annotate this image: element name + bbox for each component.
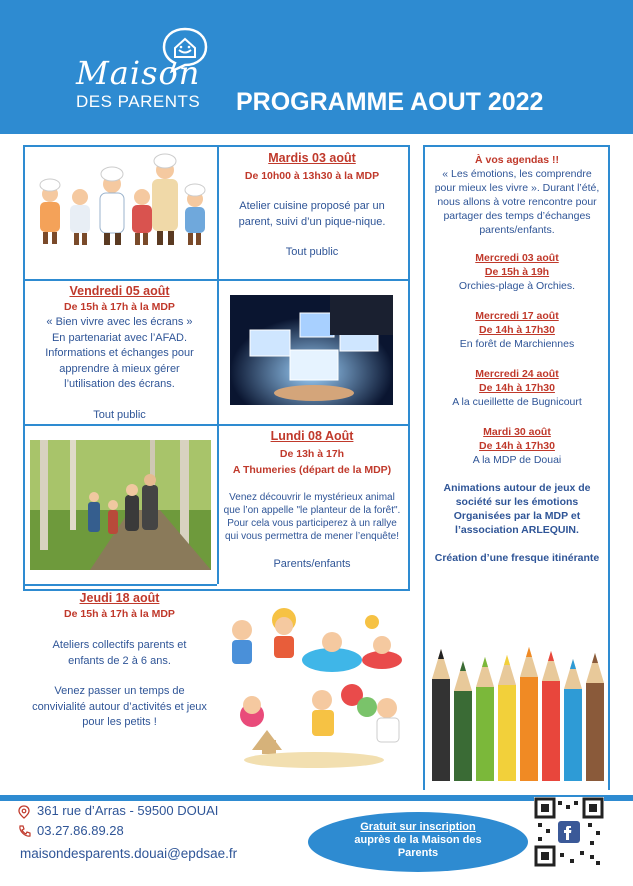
session-date: Mercredi 24 août [475,368,559,380]
event-date: Jeudi 18 août [79,591,160,605]
event-time: De 13h à 17h [279,447,345,460]
agenda-fresque: Création d’une fresque itinérante [434,552,600,564]
session-place: En forêt de Marchiennes [459,338,575,350]
event-lundi-08 [218,429,406,572]
event-time: De 15h à 17h à la MDP [64,607,175,620]
session-date: Mercredi 17 août [475,310,559,322]
page-title: PROGRAMME AOUT 2022 [236,88,544,116]
event-description: Ateliers collectifs parents et enfants de 2 à 6 ans. [52,639,187,667]
qr-code-icon[interactable] [534,797,604,867]
beach-kids-image [222,600,407,770]
event-jeudi-18 [26,591,213,731]
logo [72,26,222,126]
event-audience: Tout public [93,408,146,421]
footer-address: 361 rue d’Arras - 59500 DOUAI [37,803,219,818]
session-time: De 14h à 17h30 [479,324,555,336]
header-banner [0,0,633,134]
event-vendredi-05 [26,284,213,423]
location-pin-icon [18,805,30,819]
agenda-session-2 [431,309,603,351]
event-audience: Tout public [285,246,339,258]
event-place: A Thumeries (départ de la MDP) [232,464,392,476]
agenda-intro: « Les émotions, les comprendre pour mieux les vivre ». Durant l’été, nous allons à votre rencontre pour partager des temps d’échanges parents/enfants. [434,168,600,236]
registration-badge [308,812,528,872]
event-time: De 10h00 à 13h30 à la MDP [244,169,380,182]
agenda-panel [423,145,610,790]
session-date: Mercredi 03 août [475,252,559,264]
registration-line-1: Gratuit sur inscription [360,821,476,833]
footer-phone: 03.27.86.89.28 [37,823,124,838]
agenda-title: À vos agendas !! [474,154,560,166]
event-description-quote: « Bien vivre avec les écrans » [46,316,193,328]
forest-walk-image [30,440,211,570]
event-time: De 15h à 17h à la MDP [64,300,175,313]
event-date: Mardis 03 août [268,151,356,165]
session-place: A la cueillette de Bugnicourt [452,396,582,408]
session-place: A la MDP de Douai [472,454,562,466]
cooking-kids-image [30,152,212,274]
event-description: Atelier cuisine proposé par un parent, suivi d’un pique-nique. [238,200,386,228]
event-description: Venez découvrir le mystérieux animal que l’on appelle "le planteur de la forêt". Pour cela vous participerez à un rallye qui vous permettra de mener l’enquête! [223,491,401,542]
session-time: De 15h à 19h [484,266,550,278]
screens-image [230,295,393,405]
event-audience: Parents/enfants [273,557,351,570]
agenda-animations: Animations autour de jeux de société sur les émotions Organisées par la MDP et l’association ARLEQUIN. [443,482,591,536]
logo-parents-text: DES PARENTS [76,92,201,111]
logo-maison-text: Maison [76,54,201,92]
session-time: De 14h à 17h30 [479,382,555,394]
session-time: De 14h à 17h30 [479,440,555,452]
event-description-partner: En partenariat avec l’AFAD. [51,331,188,344]
session-place: Orchies-plage à Orchies. [458,280,576,292]
agenda-session-3 [431,367,603,409]
agenda-session-4 [431,425,603,467]
registration-line-2: auprès de la Maison des Parents [354,834,482,859]
agenda-session-1 [431,251,603,293]
event-description: Informations et échanges pour apprendre à mieux gérer l’utilisation des écrans. [45,347,194,390]
event-date: Lundi 08 Août [270,429,354,443]
footer-email[interactable]: maisondesparents.douai@epdsae.fr [20,846,238,861]
event-description-2: Venez passer un temps de convivialité autour d’activités et jeux pour les petits ! [32,685,207,728]
colored-pencils-image [428,639,606,781]
event-date: Vendredi 05 août [69,284,170,298]
event-mardi-03 [218,151,406,261]
session-date: Mardi 30 août [483,426,551,438]
phone-icon [18,825,31,838]
